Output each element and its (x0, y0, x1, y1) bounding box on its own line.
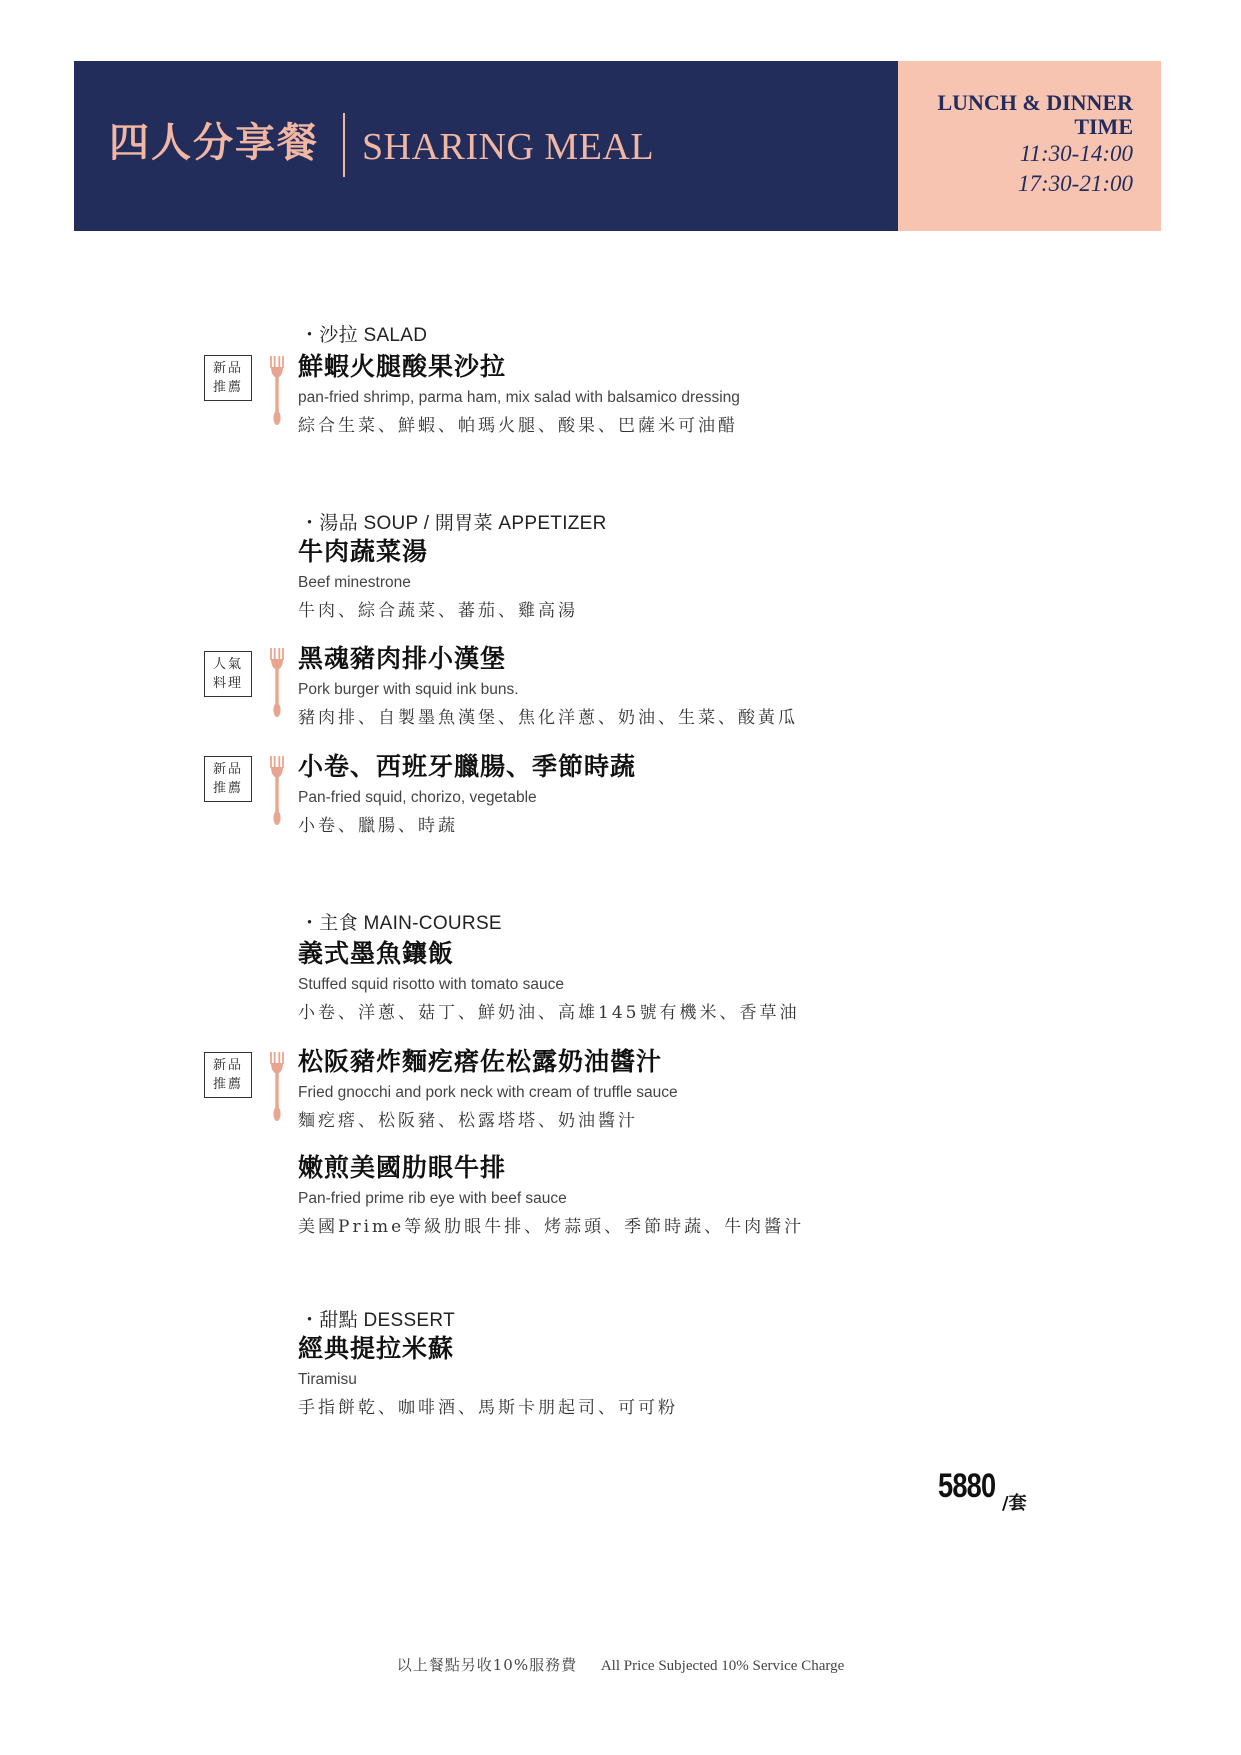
dish-name-zh: 牛肉蔬菜湯 (298, 537, 429, 566)
dinner-time: 17:30-21:00 (1018, 171, 1133, 196)
lunch-time: 11:30-14:00 (1019, 141, 1133, 166)
dish-name-en: Fried gnocchi and pork neck with cream of truffle sauce (298, 1084, 678, 1101)
price-amount: 5880 (938, 1467, 996, 1505)
dish-ingredients: 牛肉、綜合蔬菜、蕃茄、雞高湯 (298, 601, 578, 621)
set-price (938, 1467, 1027, 1514)
section-title-salad: ・沙拉 SALAD (300, 325, 428, 346)
price-unit: /套 (1002, 1493, 1027, 1514)
dish-ingredients: 手指餅乾、咖啡酒、馬斯卡朋起司、可可粉 (298, 1398, 678, 1418)
dish-ingredients: 綜合生菜、鮮蝦、帕瑪火腿、酸果、巴薩米可油醋 (298, 416, 738, 436)
dish-item (298, 1333, 678, 1421)
dish-name-en: Pan-fried squid, chorizo, vegetable (298, 789, 537, 806)
dish-name-zh: 黑魂豬肉排小漢堡 (298, 644, 507, 673)
opening-hours (937, 91, 1133, 199)
dish-item (298, 351, 740, 439)
new-recommend-badge (204, 355, 252, 401)
badge-line-2: 推薦 (212, 380, 243, 395)
dish-name-en: Pan-fried prime rib eye with beef sauce (298, 1190, 567, 1207)
dish-name-zh: 經典提拉米蘇 (298, 1334, 455, 1363)
dish-name-zh: 松阪豬炸麵疙瘩佐松露奶油醬汁 (298, 1047, 663, 1076)
new-recommend-badge (204, 1052, 252, 1098)
service-charge-en: All Price Subjected 10% Service Charge (600, 1658, 845, 1674)
dish-item (298, 643, 798, 731)
dish-item (298, 1152, 804, 1240)
fork-icon (270, 1052, 284, 1122)
service-charge-note (0, 1654, 1241, 1675)
dish-ingredients: 小卷、臘腸、時蔬 (298, 816, 458, 836)
dish-item (298, 938, 799, 1026)
fork-icon (270, 356, 284, 426)
title-chinese: 四人分享餐 (109, 119, 319, 166)
header-hours-panel (898, 61, 1161, 231)
dish-item (298, 536, 578, 624)
badge-line-1: 新品 (212, 1058, 243, 1073)
badge-line-1: 新品 (212, 762, 243, 777)
dish-name-en: pan-fried shrimp, parma ham, mix salad with balsamico dressing (298, 389, 740, 406)
title-english: SHARING MEAL (362, 126, 655, 168)
dish-ingredients: 豬肉排、自製墨魚漢堡、焦化洋蔥、奶油、生菜、酸黃瓜 (298, 708, 798, 728)
badge-line-1: 新品 (212, 361, 243, 376)
section-title-soup: ・湯品 SOUP / 開胃菜 APPETIZER (300, 513, 607, 534)
title-divider (343, 113, 345, 177)
section-title-dessert: ・甜點 DESSERT (300, 1310, 455, 1331)
badge-line-2: 推薦 (212, 1077, 243, 1092)
fork-icon (270, 756, 284, 826)
popular-dish-badge (204, 651, 252, 697)
new-recommend-badge (204, 756, 252, 802)
hours-label-1: LUNCH & DINNER (937, 90, 1133, 115)
badge-line-2: 推薦 (212, 781, 243, 796)
badge-line-2: 料理 (212, 676, 243, 691)
dish-name-en: Beef minestrone (298, 574, 411, 591)
badge-line-1: 人氣 (212, 657, 243, 672)
dish-name-en: Pork burger with squid ink buns. (298, 681, 519, 698)
dish-item (298, 1046, 678, 1134)
menu-header (74, 61, 1161, 231)
dish-name-zh: 嫩煎美國肋眼牛排 (298, 1153, 507, 1182)
dish-name-zh: 義式墨魚鑲飯 (298, 939, 455, 968)
dish-name-en: Tiramisu (298, 1371, 357, 1388)
fork-icon (270, 648, 284, 718)
hours-label-2: TIME (1074, 114, 1133, 139)
dish-ingredients: 麵疙瘩、松阪豬、松露塔塔、奶油醬汁 (298, 1111, 638, 1131)
dish-name-zh: 鮮蝦火腿酸果沙拉 (298, 352, 507, 381)
section-title-main: ・主食 MAIN-COURSE (300, 913, 502, 934)
dish-name-en: Stuffed squid risotto with tomato sauce (298, 976, 564, 993)
dish-item (298, 751, 636, 839)
dish-name-zh: 小卷、西班牙臘腸、季節時蔬 (298, 752, 637, 781)
dish-ingredients: 美國Prime等級肋眼牛排、烤蒜頭、季節時蔬、牛肉醬汁 (298, 1217, 805, 1237)
service-charge-zh: 以上餐點另收10%服務費 (396, 1656, 578, 1674)
header-title-panel (74, 61, 898, 231)
dish-ingredients: 小卷、洋蔥、菇丁、鮮奶油、高雄145號有機米、香草油 (298, 1003, 800, 1023)
